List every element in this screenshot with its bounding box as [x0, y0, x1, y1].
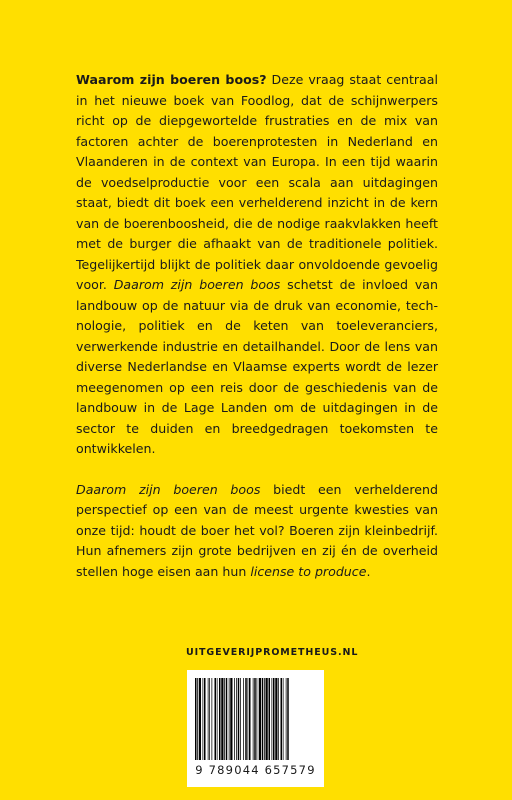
barcode-bar: [269, 678, 271, 760]
blurb-paragraph-1: [76, 70, 438, 460]
barcode-bar: [212, 678, 213, 760]
barcode-bar: [229, 678, 230, 760]
barcode: [187, 670, 324, 787]
barcode-bar: [221, 678, 223, 760]
barcode-bar: [249, 678, 251, 760]
barcode-bar: [245, 678, 247, 760]
barcode-bar: [230, 678, 232, 760]
barcode-bar: [219, 678, 221, 760]
blurb-text: biedt een verhelderend perspectief op een van de meest urgente kwesties van onze tijd: houdt de boer het vol? Boeren zijn kleinbedrijf. Hun afnemers zijn grote bedrijven en zij én de overheid stellen hoge eisen aan hun: [76, 481, 438, 579]
book-title-italic: Daarom zijn boeren boos: [76, 481, 261, 497]
barcode-bar: [215, 678, 217, 760]
barcode-bar: [217, 678, 218, 760]
barcode-bar: [238, 678, 240, 760]
barcode-bar: [254, 678, 256, 760]
barcode-bar: [287, 678, 289, 760]
barcode-bar: [275, 678, 277, 760]
barcode-bar: [195, 678, 197, 760]
barcode-bar: [243, 678, 244, 760]
barcode-bar: [266, 678, 268, 760]
barcode-bar: [248, 678, 249, 760]
barcode-bar: [234, 678, 235, 760]
barcode-bar: [273, 678, 275, 760]
barcode-bars: [195, 678, 316, 760]
barcode-bar: [236, 678, 237, 760]
blurb-text: Deze vraag staat centraal in het nieuwe boek van Foodlog, dat de schijnwerpers richt op de diepgewortelde frustraties en de mix van factoren achter de boerenprotesten in Nederland en Vlaanderen in de context van Europa. In een tijd waarin de voedselproductie voor een scala aan uitdagingen staat, biedt dit boek een verhelderend inzicht in de kern van de boerenboosheid, die de nodige raakvlakken heeft met de burger die afhaakt van de traditionele politiek. Tegelijkertijd blijkt de politiek daar onvoldoende gevoelig voor.: [76, 72, 438, 292]
barcode-bar: [240, 678, 241, 760]
barcode-bar: [264, 678, 265, 760]
license-phrase-italic: license to produce: [250, 563, 367, 579]
barcode-bar: [283, 678, 284, 760]
barcode-bar: [197, 678, 198, 760]
blurb-paragraph-2: [76, 480, 438, 583]
barcode-bar: [208, 678, 209, 760]
barcode-bar: [257, 678, 258, 760]
isbn-number: 9 789044 657579: [195, 763, 316, 777]
blurb-text: .: [366, 563, 371, 579]
barcode-bar: [272, 678, 273, 760]
barcode-bar: [262, 678, 264, 760]
blurb-text: schetst de invloed van landbouw op de natuur via de druk van economie, technologie, politiek en de keten van toeleveranciers, verwerkende industrie en detailhandel. Door de lens van diverse Nederlandse en Vlaamse experts wordt de lezer meegenomen op een reis door de geschiedenis van de landbouw in de Lage Landen om de uitdagingen in de sector te duiden en breedgedragen toekomsten te ontwikkelen.: [76, 277, 438, 456]
publisher-url: UITGEVERIJPROMETHEUS.NL: [186, 647, 359, 658]
barcode-bar: [286, 678, 287, 760]
barcode-bar: [199, 678, 201, 760]
barcode-bar: [253, 678, 254, 760]
barcode-bar: [281, 678, 283, 760]
barcode-bar: [226, 678, 228, 760]
barcode-bar: [203, 678, 204, 760]
barcode-bar: [209, 678, 210, 760]
book-title-italic: Daarom zijn boeren boos: [113, 277, 281, 292]
barcode-bar: [224, 678, 225, 760]
barcode-bar: [204, 678, 206, 760]
back-cover-blurb: [76, 70, 438, 602]
barcode-bar: [278, 678, 279, 760]
blurb-lead-question: Waarom zijn boeren boos?: [76, 72, 267, 87]
barcode-bar: [259, 678, 261, 760]
